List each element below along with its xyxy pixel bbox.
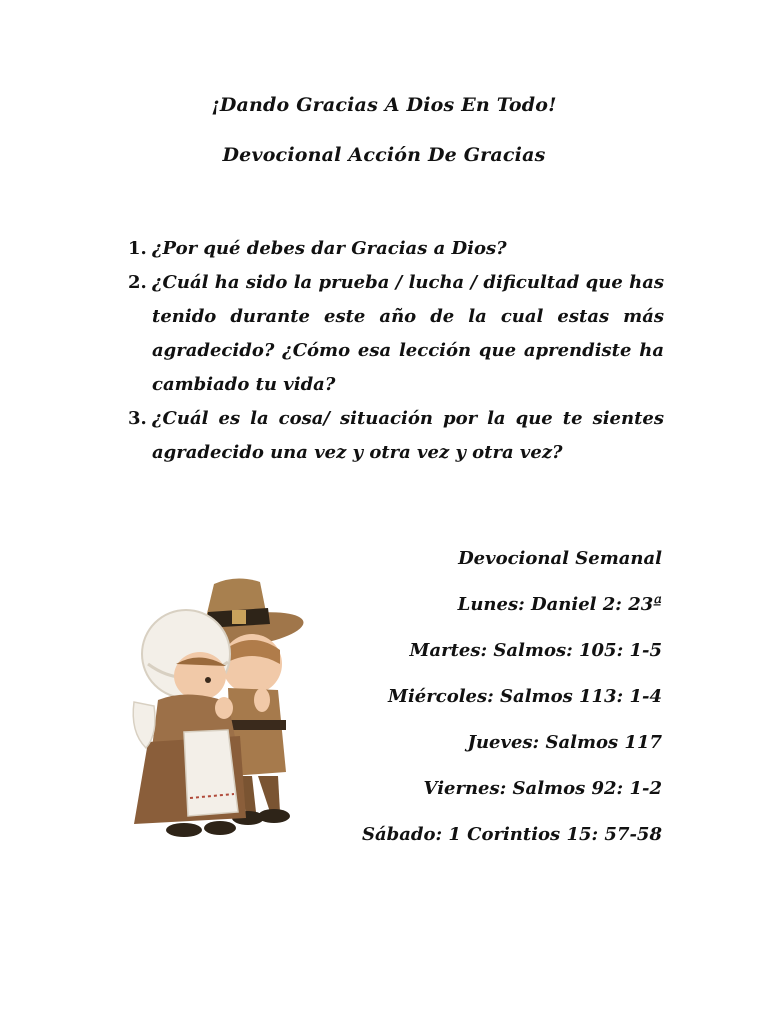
question-text: ¿Por qué debes dar Gracias a Dios? (152, 238, 507, 259)
question-text: ¿Cuál es la cosa/ situación por la que te sientes agradecido una vez y otra vez y otra vez? (152, 408, 664, 463)
question-item (128, 266, 664, 402)
question-number: 1. (128, 238, 147, 259)
weekly-day-monday: Lunes: Daniel 2: 23ª (457, 594, 662, 615)
question-text: ¿Cuál ha sido la prueba / lucha / dificultad que has tenido durante este año de la cual estas más agradecido? ¿Cómo esa lección que aprendiste ha cambiado tu vida? (152, 272, 664, 395)
weekly-day-thursday: Jueves: Salmos 117 (467, 732, 662, 753)
pilgrim-children-illustration (128, 572, 308, 852)
weekly-day-saturday: Sábado: 1 Corintios 15: 57-58 (361, 824, 662, 845)
question-item (128, 232, 664, 266)
question-list (128, 232, 664, 470)
weekly-heading: Devocional Semanal (458, 548, 662, 569)
weekly-day-tuesday: Martes: Salmos: 105: 1-5 (409, 640, 662, 661)
weekly-day-wednesday: Miércoles: Salmos 113: 1-4 (388, 686, 662, 707)
weekly-devotional (302, 542, 662, 864)
question-number: 2. (128, 272, 147, 293)
question-item (128, 402, 664, 470)
question-number: 3. (128, 408, 147, 429)
document-title: ¡Dando Gracias A Dios En Todo! (211, 94, 557, 116)
pilgrim-children-icon (128, 572, 308, 852)
weekly-day-friday: Viernes: Salmos 92: 1-2 (423, 778, 662, 799)
document-subtitle: Devocional Acción De Gracias (222, 144, 546, 166)
